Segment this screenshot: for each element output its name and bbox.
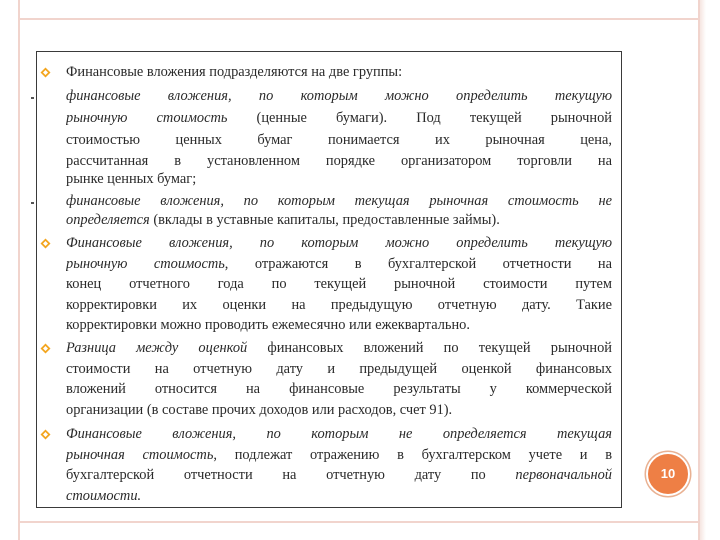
text-run: финансовых вложений по текущей рыночной [247, 340, 612, 356]
text-run: Финансовые вложения подразделяются на две группы: [66, 64, 403, 80]
list-item-line [66, 192, 612, 211]
italic-text-run: стоимости. [66, 488, 142, 504]
text-run: рынке ценных бумаг; [66, 171, 197, 187]
frame-top-line [18, 18, 700, 20]
italic-text-run: Финансовые вложения, по которым не определяется текущая [66, 426, 612, 442]
dash-bullet-icon [31, 202, 34, 204]
dash-bullet-icon [31, 97, 34, 99]
text-run: организации (в составе прочих доходов или расходов, счет 91). [66, 402, 453, 418]
text-run: стоимости на отчетную дату и предыдущей оценкой финансовых [66, 361, 612, 377]
list-item-line [66, 131, 612, 150]
text-run: , отражаются в бухгалтерской отчетности на [224, 256, 612, 272]
list-item-line [66, 63, 612, 82]
italic-text-run: рыночную стоимость [66, 256, 225, 272]
diamond-bullet-icon [40, 429, 51, 440]
italic-text-run: финансовые вложения, по которым можно определить текущую [66, 88, 612, 104]
italic-text-run: рыночная стоимость [66, 447, 214, 463]
italic-text-run: Финансовые вложения, по которым можно определить текущую [66, 235, 612, 251]
list-item-line [66, 401, 612, 420]
frame-bottom-line [18, 521, 700, 523]
list-item-line [66, 487, 612, 506]
frame-left-line [18, 0, 20, 540]
list-item-line [66, 255, 612, 274]
text-run: , подлежат отражению в бухгалтерском учете и в [213, 447, 612, 463]
diamond-bullet-icon [40, 67, 51, 78]
text-run: рассчитанная в установленном порядке организатором торговли на [66, 153, 612, 169]
diamond-bullet-icon [40, 343, 51, 354]
text-run: (ценные бумаги). Под текущей рыночной [227, 110, 612, 126]
list-item-line [66, 296, 612, 315]
list-item-line [66, 152, 612, 171]
diamond-bullet-icon [40, 238, 51, 249]
italic-text-run: финансовые вложения, по которым текущая рыночная стоимость не [66, 193, 612, 209]
list-item-line [66, 234, 612, 253]
list-item-line [66, 466, 612, 485]
list-item-line [66, 446, 612, 465]
italic-text-run: рыночную стоимость [66, 110, 228, 126]
list-item-line [66, 109, 612, 128]
page-number-badge: 10 [646, 452, 690, 496]
list-item-line [66, 360, 612, 379]
list-item-line [66, 87, 612, 106]
text-run: (вклады в уставные капиталы, предоставленные займы). [149, 212, 500, 228]
list-item-line [66, 339, 612, 358]
text-run: вложений относится на финансовые результаты у коммерческой [66, 381, 612, 397]
list-item-line [66, 380, 612, 399]
text-run: конец отчетного года по текущей рыночной стоимости путем [66, 276, 612, 292]
list-item-line [66, 316, 612, 335]
list-item-line [66, 275, 612, 294]
list-item-line [66, 211, 612, 230]
text-run: бухгалтерской отчетности на отчетную дату по [66, 467, 516, 483]
text-run: стоимостью ценных бумаг понимается их рыночная цена, [66, 132, 612, 148]
italic-text-run: первоначальной [515, 467, 612, 483]
italic-text-run: определяется [66, 212, 150, 228]
italic-text-run: Разница между оценкой [66, 340, 248, 356]
text-run: корректировки их оценки на предыдущую отчетную дату. Такие [66, 297, 612, 313]
list-item-line [66, 170, 612, 189]
frame-shadow [700, 0, 706, 540]
list-item-line [66, 425, 612, 444]
text-run: корректировки можно проводить ежемесячно или ежеквартально. [66, 317, 470, 333]
